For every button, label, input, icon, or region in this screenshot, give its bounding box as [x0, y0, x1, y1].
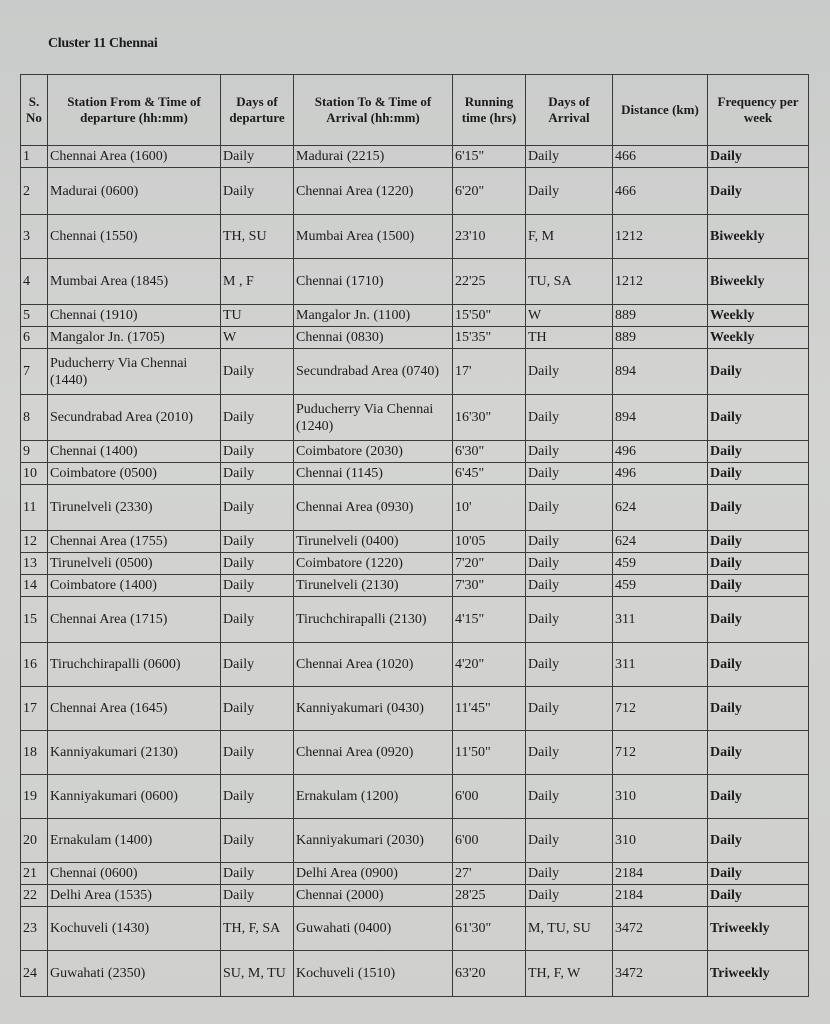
cell-from-station: Puducherry Via Chennai (1440)	[48, 349, 221, 395]
cell-to-station: Mumbai Area (1500)	[294, 215, 453, 259]
header-distance: Distance (km)	[613, 75, 708, 146]
cell-running-time: 15'50"	[453, 305, 526, 327]
cell-sno: 20	[21, 819, 48, 863]
cell-distance: 496	[613, 463, 708, 485]
cell-distance: 496	[613, 441, 708, 463]
cell-departure-days: TU	[221, 305, 294, 327]
cell-departure-days: Daily	[221, 819, 294, 863]
cell-arrival-days: Daily	[526, 485, 613, 531]
cell-to-station: Kanniyakumari (0430)	[294, 687, 453, 731]
cell-frequency: Daily	[708, 643, 809, 687]
cell-frequency: Daily	[708, 395, 809, 441]
header-departure-days: Days of departure	[221, 75, 294, 146]
cell-arrival-days: TH, F, W	[526, 951, 613, 997]
table-row	[21, 575, 809, 597]
cell-distance: 889	[613, 327, 708, 349]
cell-to-station: Kochuveli (1510)	[294, 951, 453, 997]
cell-frequency: Daily	[708, 731, 809, 775]
cell-to-station: Chennai Area (0920)	[294, 731, 453, 775]
cell-sno: 8	[21, 395, 48, 441]
cell-from-station: Chennai Area (1715)	[48, 597, 221, 643]
header-arrival-days: Days of Arrival	[526, 75, 613, 146]
cell-distance: 3472	[613, 951, 708, 997]
cell-running-time: 6'00	[453, 775, 526, 819]
cell-frequency: Daily	[708, 441, 809, 463]
cell-sno: 21	[21, 863, 48, 885]
cell-distance: 1212	[613, 215, 708, 259]
cell-running-time: 63'20	[453, 951, 526, 997]
cell-sno: 19	[21, 775, 48, 819]
cell-frequency: Daily	[708, 485, 809, 531]
cell-frequency: Daily	[708, 575, 809, 597]
cell-from-station: Mumbai Area (1845)	[48, 259, 221, 305]
cell-frequency: Daily	[708, 146, 809, 168]
cell-to-station: Coimbatore (1220)	[294, 553, 453, 575]
cell-arrival-days: Daily	[526, 597, 613, 643]
cell-from-station: Tirunelveli (0500)	[48, 553, 221, 575]
cell-departure-days: M , F	[221, 259, 294, 305]
cell-running-time: 17'	[453, 349, 526, 395]
cell-sno: 22	[21, 885, 48, 907]
cell-sno: 3	[21, 215, 48, 259]
cell-to-station: Coimbatore (2030)	[294, 441, 453, 463]
cell-running-time: 6'20"	[453, 168, 526, 215]
cell-to-station: Puducherry Via Chennai (1240)	[294, 395, 453, 441]
header-from-station: Station From & Time of departure (hh:mm)	[48, 75, 221, 146]
cell-from-station: Chennai Area (1645)	[48, 687, 221, 731]
table-row	[21, 485, 809, 531]
cell-from-station: Kanniyakumari (0600)	[48, 775, 221, 819]
table-row	[21, 775, 809, 819]
cell-sno: 5	[21, 305, 48, 327]
cell-distance: 2184	[613, 863, 708, 885]
cell-distance: 889	[613, 305, 708, 327]
header-running-time: Running time (hrs)	[453, 75, 526, 146]
cell-arrival-days: Daily	[526, 463, 613, 485]
cell-departure-days: Daily	[221, 531, 294, 553]
cell-sno: 6	[21, 327, 48, 349]
cell-distance: 1212	[613, 259, 708, 305]
cell-departure-days: SU, M, TU	[221, 951, 294, 997]
cell-sno: 13	[21, 553, 48, 575]
cell-arrival-days: Daily	[526, 731, 613, 775]
cell-departure-days: Daily	[221, 731, 294, 775]
cell-distance: 466	[613, 146, 708, 168]
cell-from-station: Chennai (1910)	[48, 305, 221, 327]
cell-to-station: Chennai Area (1020)	[294, 643, 453, 687]
cell-running-time: 61'30"	[453, 907, 526, 951]
cell-arrival-days: Daily	[526, 168, 613, 215]
cell-arrival-days: Daily	[526, 531, 613, 553]
cell-from-station: Coimbatore (1400)	[48, 575, 221, 597]
cell-from-station: Coimbatore (0500)	[48, 463, 221, 485]
table-row	[21, 146, 809, 168]
cell-from-station: Chennai Area (1755)	[48, 531, 221, 553]
cell-to-station: Chennai Area (0930)	[294, 485, 453, 531]
table-body	[21, 146, 809, 997]
cell-departure-days: Daily	[221, 485, 294, 531]
train-schedule-table	[20, 74, 809, 997]
cell-to-station: Chennai (2000)	[294, 885, 453, 907]
cell-arrival-days: F, M	[526, 215, 613, 259]
cell-arrival-days: Daily	[526, 395, 613, 441]
cell-frequency: Daily	[708, 531, 809, 553]
cell-distance: 311	[613, 643, 708, 687]
cell-departure-days: Daily	[221, 441, 294, 463]
cell-from-station: Kanniyakumari (2130)	[48, 731, 221, 775]
cell-sno: 1	[21, 146, 48, 168]
cell-departure-days: Daily	[221, 597, 294, 643]
cell-frequency: Daily	[708, 597, 809, 643]
table-row	[21, 885, 809, 907]
cell-from-station: Tiruchchirapalli (0600)	[48, 643, 221, 687]
cell-to-station: Delhi Area (0900)	[294, 863, 453, 885]
header-frequency: Frequency per week	[708, 75, 809, 146]
cell-to-station: Ernakulam (1200)	[294, 775, 453, 819]
cell-from-station: Chennai (0600)	[48, 863, 221, 885]
cell-running-time: 10'	[453, 485, 526, 531]
cell-frequency: Daily	[708, 819, 809, 863]
cell-running-time: 10'05	[453, 531, 526, 553]
cell-frequency: Triweekly	[708, 907, 809, 951]
cell-to-station: Tirunelveli (2130)	[294, 575, 453, 597]
cell-from-station: Delhi Area (1535)	[48, 885, 221, 907]
cell-to-station: Tiruchchirapalli (2130)	[294, 597, 453, 643]
cell-departure-days: TH, SU	[221, 215, 294, 259]
cell-distance: 624	[613, 531, 708, 553]
cell-sno: 14	[21, 575, 48, 597]
cell-frequency: Daily	[708, 885, 809, 907]
cell-frequency: Daily	[708, 553, 809, 575]
cell-departure-days: Daily	[221, 395, 294, 441]
cell-arrival-days: Daily	[526, 885, 613, 907]
cell-arrival-days: Daily	[526, 441, 613, 463]
cell-running-time: 7'30"	[453, 575, 526, 597]
table-row	[21, 305, 809, 327]
cell-distance: 894	[613, 349, 708, 395]
cell-from-station: Secundrabad Area (2010)	[48, 395, 221, 441]
cell-departure-days: Daily	[221, 775, 294, 819]
cell-sno: 18	[21, 731, 48, 775]
table-row	[21, 553, 809, 575]
cell-from-station: Guwahati (2350)	[48, 951, 221, 997]
cell-frequency: Daily	[708, 168, 809, 215]
cell-departure-days: Daily	[221, 643, 294, 687]
cell-distance: 894	[613, 395, 708, 441]
cell-distance: 3472	[613, 907, 708, 951]
cell-arrival-days: TU, SA	[526, 259, 613, 305]
cell-arrival-days: Daily	[526, 575, 613, 597]
table-row	[21, 863, 809, 885]
cell-to-station: Chennai (0830)	[294, 327, 453, 349]
table-row	[21, 643, 809, 687]
table-row	[21, 731, 809, 775]
cell-to-station: Chennai (1145)	[294, 463, 453, 485]
cell-departure-days: Daily	[221, 687, 294, 731]
table-row	[21, 349, 809, 395]
cell-sno: 12	[21, 531, 48, 553]
cell-to-station: Tirunelveli (0400)	[294, 531, 453, 553]
cell-running-time: 11'45"	[453, 687, 526, 731]
cell-running-time: 4'15"	[453, 597, 526, 643]
cell-running-time: 16'30"	[453, 395, 526, 441]
cell-running-time: 4'20"	[453, 643, 526, 687]
table-row	[21, 215, 809, 259]
cell-distance: 459	[613, 575, 708, 597]
cell-sno: 4	[21, 259, 48, 305]
cell-distance: 311	[613, 597, 708, 643]
cell-running-time: 28'25	[453, 885, 526, 907]
cell-departure-days: W	[221, 327, 294, 349]
table-row	[21, 907, 809, 951]
cell-arrival-days: M, TU, SU	[526, 907, 613, 951]
cell-departure-days: Daily	[221, 349, 294, 395]
cell-running-time: 6'00	[453, 819, 526, 863]
cell-departure-days: Daily	[221, 168, 294, 215]
cell-arrival-days: W	[526, 305, 613, 327]
cell-sno: 7	[21, 349, 48, 395]
cell-to-station: Kanniyakumari (2030)	[294, 819, 453, 863]
cell-sno: 2	[21, 168, 48, 215]
cell-to-station: Secundrabad Area (0740)	[294, 349, 453, 395]
cell-from-station: Ernakulam (1400)	[48, 819, 221, 863]
cell-departure-days: TH, F, SA	[221, 907, 294, 951]
table-row	[21, 951, 809, 997]
cell-departure-days: Daily	[221, 885, 294, 907]
cell-arrival-days: Daily	[526, 775, 613, 819]
cell-from-station: Chennai (1550)	[48, 215, 221, 259]
cell-arrival-days: Daily	[526, 146, 613, 168]
cell-running-time: 15'35"	[453, 327, 526, 349]
cell-distance: 466	[613, 168, 708, 215]
cell-to-station: Chennai (1710)	[294, 259, 453, 305]
cell-departure-days: Daily	[221, 575, 294, 597]
table-row	[21, 687, 809, 731]
cell-distance: 712	[613, 687, 708, 731]
cell-arrival-days: TH	[526, 327, 613, 349]
cell-departure-days: Daily	[221, 463, 294, 485]
cell-distance: 712	[613, 731, 708, 775]
cell-distance: 624	[613, 485, 708, 531]
cell-running-time: 6'45"	[453, 463, 526, 485]
cell-sno: 16	[21, 643, 48, 687]
cell-arrival-days: Daily	[526, 863, 613, 885]
cluster-title: Cluster 11 Chennai	[48, 36, 158, 51]
cell-frequency: Weekly	[708, 327, 809, 349]
cell-from-station: Mangalor Jn. (1705)	[48, 327, 221, 349]
cell-arrival-days: Daily	[526, 553, 613, 575]
cell-frequency: Weekly	[708, 305, 809, 327]
cell-sno: 15	[21, 597, 48, 643]
cell-from-station: Tirunelveli (2330)	[48, 485, 221, 531]
cell-sno: 10	[21, 463, 48, 485]
cell-sno: 17	[21, 687, 48, 731]
cell-sno: 23	[21, 907, 48, 951]
cell-from-station: Madurai (0600)	[48, 168, 221, 215]
cell-departure-days: Daily	[221, 863, 294, 885]
header-to-station: Station To & Time of Arrival (hh:mm)	[294, 75, 453, 146]
cell-from-station: Kochuveli (1430)	[48, 907, 221, 951]
cell-departure-days: Daily	[221, 146, 294, 168]
table-row	[21, 597, 809, 643]
table-row	[21, 259, 809, 305]
cell-frequency: Daily	[708, 863, 809, 885]
cell-distance: 2184	[613, 885, 708, 907]
cell-arrival-days: Daily	[526, 643, 613, 687]
cell-sno: 24	[21, 951, 48, 997]
cell-running-time: 27'	[453, 863, 526, 885]
cell-running-time: 11'50"	[453, 731, 526, 775]
table-row	[21, 441, 809, 463]
cell-frequency: Triweekly	[708, 951, 809, 997]
table-row	[21, 819, 809, 863]
cell-to-station: Chennai Area (1220)	[294, 168, 453, 215]
table-row	[21, 531, 809, 553]
table-row	[21, 463, 809, 485]
cell-running-time: 22'25	[453, 259, 526, 305]
cell-departure-days: Daily	[221, 553, 294, 575]
cell-arrival-days: Daily	[526, 687, 613, 731]
cell-frequency: Daily	[708, 463, 809, 485]
cell-sno: 9	[21, 441, 48, 463]
cell-to-station: Mangalor Jn. (1100)	[294, 305, 453, 327]
cell-frequency: Biweekly	[708, 215, 809, 259]
cell-from-station: Chennai Area (1600)	[48, 146, 221, 168]
table-row	[21, 327, 809, 349]
cell-running-time: 6'30"	[453, 441, 526, 463]
cell-frequency: Biweekly	[708, 259, 809, 305]
cell-frequency: Daily	[708, 687, 809, 731]
cell-running-time: 6'15"	[453, 146, 526, 168]
cell-frequency: Daily	[708, 349, 809, 395]
cell-running-time: 7'20"	[453, 553, 526, 575]
cell-arrival-days: Daily	[526, 819, 613, 863]
cell-distance: 310	[613, 775, 708, 819]
cell-sno: 11	[21, 485, 48, 531]
cell-arrival-days: Daily	[526, 349, 613, 395]
cell-to-station: Madurai (2215)	[294, 146, 453, 168]
table-row	[21, 168, 809, 215]
cell-distance: 459	[613, 553, 708, 575]
cell-frequency: Daily	[708, 775, 809, 819]
cell-running-time: 23'10	[453, 215, 526, 259]
table-header-row	[21, 75, 809, 146]
table-row	[21, 395, 809, 441]
cell-to-station: Guwahati (0400)	[294, 907, 453, 951]
cell-from-station: Chennai (1400)	[48, 441, 221, 463]
header-sno: S. No	[21, 75, 48, 146]
cell-distance: 310	[613, 819, 708, 863]
